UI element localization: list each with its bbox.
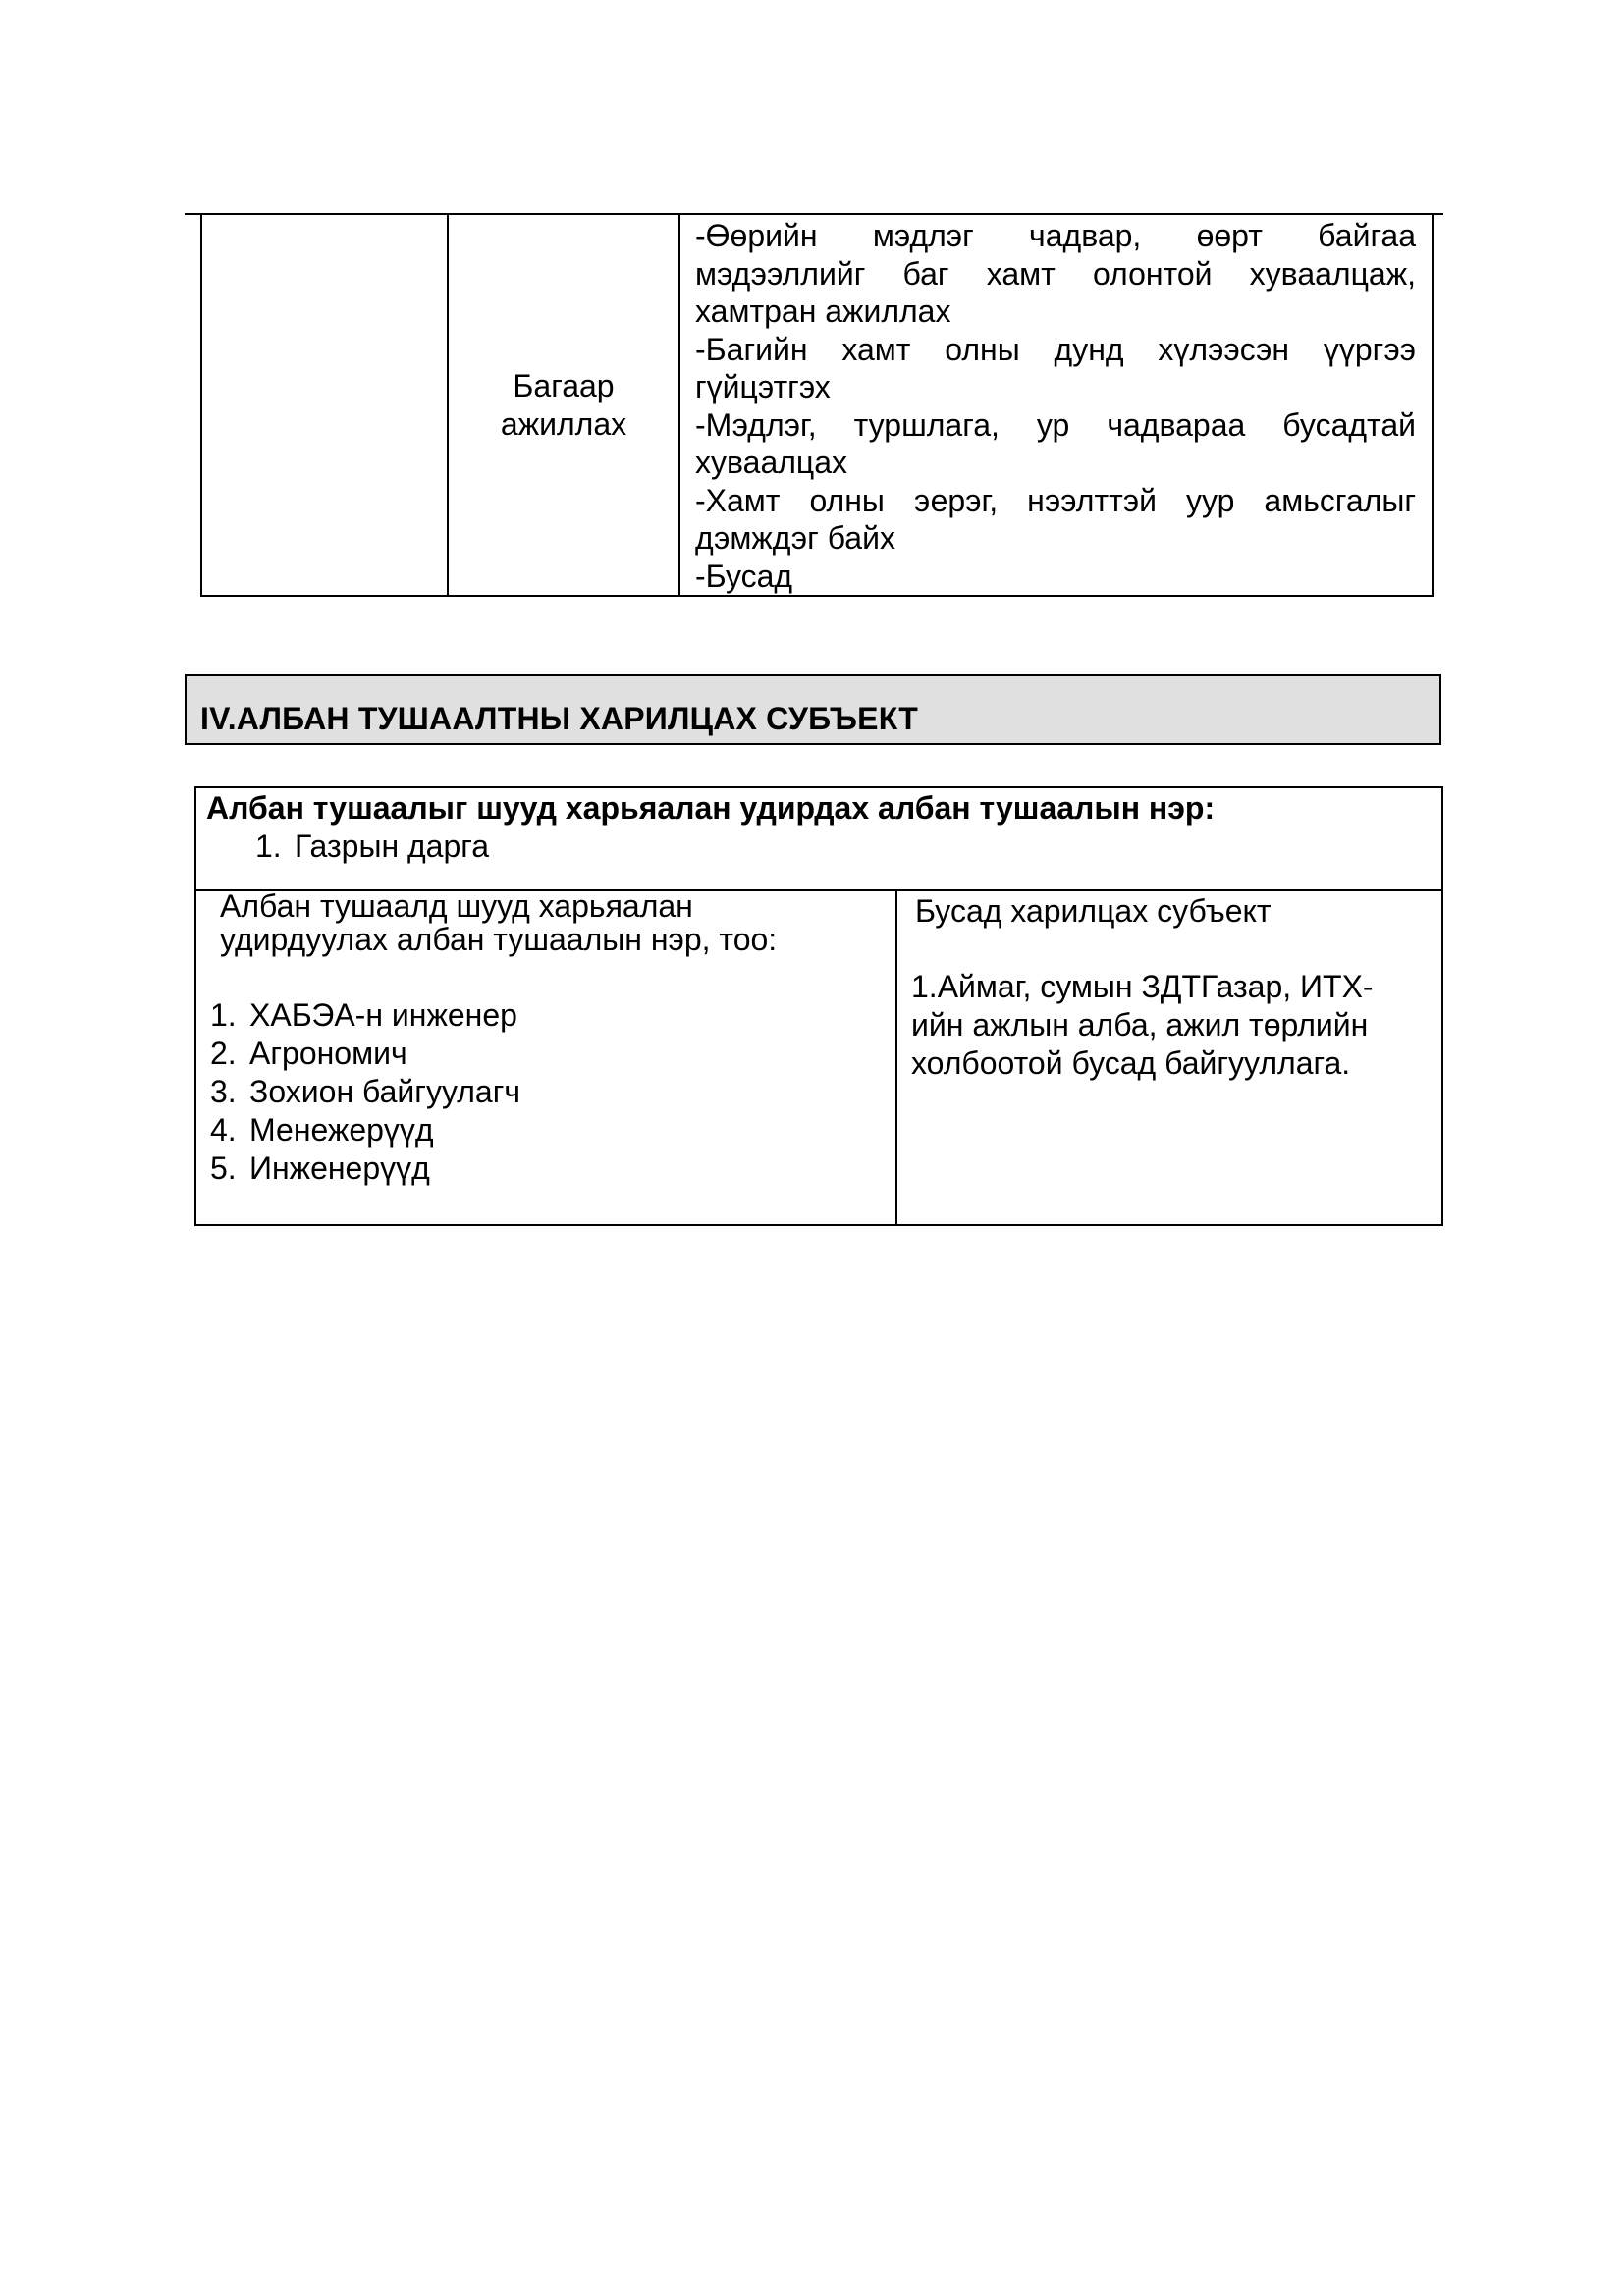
- list-number: 4.: [210, 1112, 237, 1148]
- list-item-text: Агрономич: [249, 1036, 407, 1071]
- competency-description-line: -Өөрийн мэдлэг чадвар, өөрт байгаа: [695, 218, 1416, 253]
- list-item-text: Менежерүүд: [249, 1112, 434, 1148]
- competency-description-line: дэмждэг байх: [695, 520, 895, 556]
- relations-divider-vertical: [895, 889, 897, 1226]
- section-heading: IV.АЛБАН ТУШААЛТНЫ ХАРИЛЦАХ СУБЪЕКТ: [200, 701, 918, 736]
- other-parties-line: холбоотой бусад байгууллага.: [911, 1045, 1351, 1081]
- other-parties-title: Бусад харилцах субъект: [915, 893, 1272, 929]
- competency-description-line: -Мэдлэг, туршлага, ур чадвараа бусадтай: [695, 406, 1416, 443]
- list-number: 1.: [210, 997, 237, 1033]
- list-item: [210, 1035, 520, 1073]
- competency-name-line: ажиллах: [500, 405, 627, 442]
- competency-description-line: -Багийн хамт олны дунд хүлээсэн үүргээ: [695, 331, 1416, 367]
- competency-description-line: мэдээллийг баг хамт олонтой хуваалцаж,: [695, 255, 1416, 292]
- list-item-text: ХАБЭА-н инженер: [249, 997, 517, 1033]
- competency-description-line: -Хамт олны эерэг, нээлттэй уур амьсгалыг: [695, 482, 1416, 518]
- other-parties-text: [911, 968, 1374, 1083]
- list-number: 1.: [255, 828, 282, 864]
- list-item: [210, 1073, 520, 1111]
- table-row: [201, 215, 1433, 596]
- list-number: 3.: [210, 1074, 237, 1109]
- competency-description-line: -Бусад: [695, 558, 793, 594]
- supervisor-name: Газрын дарга: [295, 828, 490, 864]
- competency-name-line: Багаар: [513, 368, 615, 403]
- subordinates-title-line: удирдуулах албан тушаалын нэр, тоо:: [220, 922, 778, 957]
- list-number: 2.: [210, 1036, 237, 1071]
- list-item: [210, 1149, 520, 1188]
- competency-group-cell: [201, 215, 448, 596]
- competency-description-cell: [679, 215, 1433, 596]
- section-heading-bar: [185, 674, 1441, 745]
- competency-description-line: гүйцэтгэх: [695, 369, 831, 404]
- competency-description-line: хамтран ажиллах: [695, 294, 951, 329]
- competency-name-cell: [448, 215, 679, 596]
- subordinates-list: [210, 996, 520, 1188]
- list-number: 5.: [210, 1150, 237, 1186]
- competency-table: [200, 215, 1434, 597]
- subordinates-title-line: Албан тушаалд шууд харьяалан: [220, 888, 693, 924]
- list-item: [210, 996, 520, 1035]
- list-item-text: Зохион байгуулагч: [249, 1074, 521, 1109]
- other-parties-line: ийн ажлын алба, ажил төрлийн: [911, 1007, 1369, 1042]
- list-item-text: Инженерүүд: [249, 1150, 430, 1186]
- list-item: [210, 1111, 520, 1149]
- subordinates-title: [220, 889, 777, 956]
- supervisor-title: Албан тушаалыг шууд харьяалан удирдах албан тушаалын нэр:: [206, 790, 1216, 826]
- other-parties-line: 1.Аймаг, сумын ЗДТГазар, ИТХ-: [911, 969, 1374, 1004]
- competency-description-line: хуваалцах: [695, 445, 848, 480]
- supervisor-item: [255, 828, 489, 865]
